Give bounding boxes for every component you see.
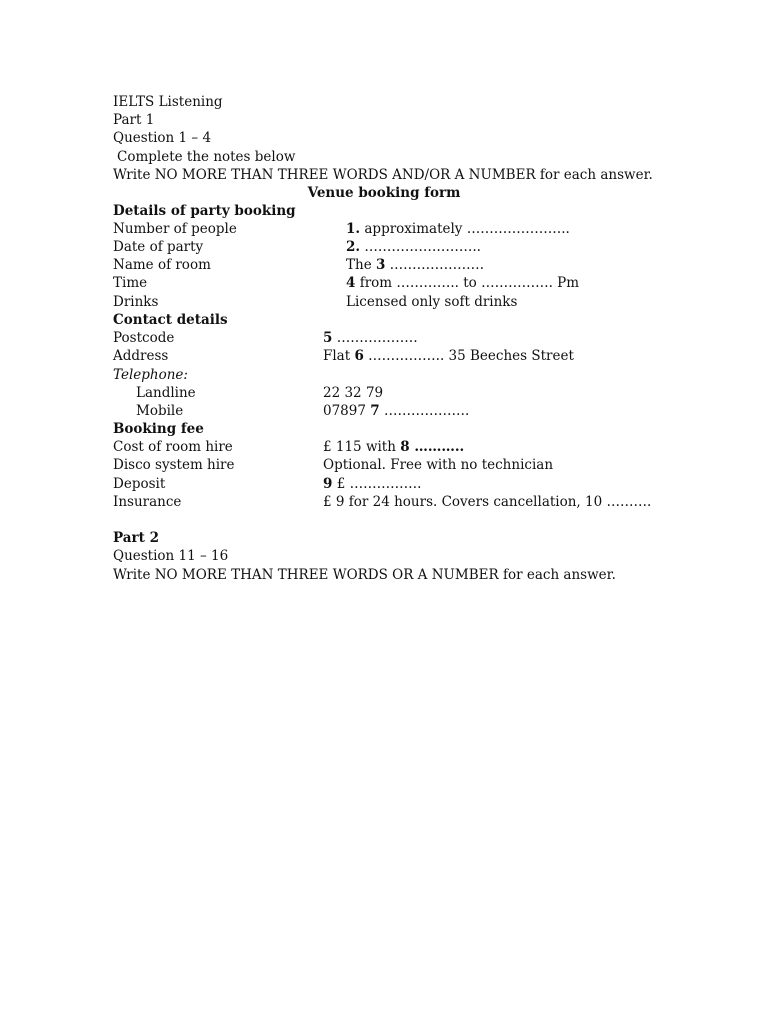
insurance-label: Insurance: [113, 494, 182, 510]
answer-blank: from ………….. to ……………. Pm: [355, 275, 580, 291]
answer-blank: …………………: [385, 257, 485, 273]
answer-blank: £ …………….: [332, 476, 422, 492]
question-number: 8: [400, 439, 410, 455]
room-label: Name of room: [113, 257, 211, 273]
people-answer: [346, 220, 570, 238]
room-answer: [346, 256, 484, 274]
question-number: 9: [323, 476, 333, 492]
part2-heading: Part 2: [113, 530, 159, 546]
address-answer: [323, 347, 574, 365]
instruction-word-limit: Write NO MORE THAN THREE WORDS AND/OR A NUMBER for each answer.: [113, 167, 653, 183]
answer-blank: ……………….: [379, 403, 470, 419]
part2-instruction: Write NO MORE THAN THREE WORDS OR A NUMBER for each answer.: [113, 567, 616, 583]
time-label: Time: [113, 275, 148, 291]
part2-question-range: Question 11 – 16: [113, 548, 229, 564]
address-label: Address: [113, 348, 169, 364]
disco-label: Disco system hire: [113, 457, 235, 473]
answer-blank: approximately …………………..: [360, 221, 570, 237]
insurance-answer: £ 9 for 24 hours. Covers cancellation, 10 ……….: [323, 494, 652, 510]
date-answer: [346, 238, 481, 256]
booking-fee-heading: Booking fee: [113, 421, 204, 437]
party-booking-heading: Details of party booking: [113, 203, 296, 219]
answer-blank: ……………………..: [360, 239, 481, 255]
mobile-answer: [323, 402, 469, 420]
postcode-answer: [323, 329, 418, 347]
question-number: 2.: [346, 239, 361, 255]
question-number: 7: [370, 403, 380, 419]
question-number: 6: [354, 348, 364, 364]
question-number: 4: [346, 275, 356, 291]
answer-prefix: £ 115 with: [323, 439, 401, 455]
telephone-label: Telephone:: [113, 367, 188, 383]
postcode-label: Postcode: [113, 330, 175, 346]
doc-title: IELTS Listening: [113, 94, 223, 110]
deposit-answer: [323, 475, 421, 493]
instruction-complete: Complete the notes below: [117, 149, 296, 165]
people-label: Number of people: [113, 221, 237, 237]
room-hire-answer: [323, 438, 464, 456]
question-number: 1.: [346, 221, 361, 237]
part-label: Part 1: [113, 112, 155, 128]
contact-details-heading: Contact details: [113, 312, 228, 328]
question-range: Question 1 – 4: [113, 130, 212, 146]
drinks-value: Licensed only soft drinks: [346, 294, 518, 310]
landline-label: Landline: [136, 385, 196, 401]
answer-prefix: The: [346, 257, 376, 273]
deposit-label: Deposit: [113, 476, 166, 492]
answer-blank: ………………: [332, 330, 418, 346]
disco-value: Optional. Free with no technician: [323, 457, 554, 473]
question-number: 5: [323, 330, 333, 346]
form-title: Venue booking form: [307, 185, 461, 201]
room-hire-label: Cost of room hire: [113, 439, 233, 455]
date-label: Date of party: [113, 239, 204, 255]
answer-prefix: 07897: [323, 403, 371, 419]
answer-blank: ………..: [409, 439, 465, 455]
answer-prefix: Flat: [323, 348, 355, 364]
question-number: 3: [375, 257, 386, 273]
mobile-label: Mobile: [136, 403, 184, 419]
time-answer: [346, 274, 579, 292]
answer-blank: …………….. 35 Beeches Street: [363, 348, 574, 364]
landline-value: 22 32 79: [323, 385, 384, 401]
drinks-label: Drinks: [113, 294, 159, 310]
